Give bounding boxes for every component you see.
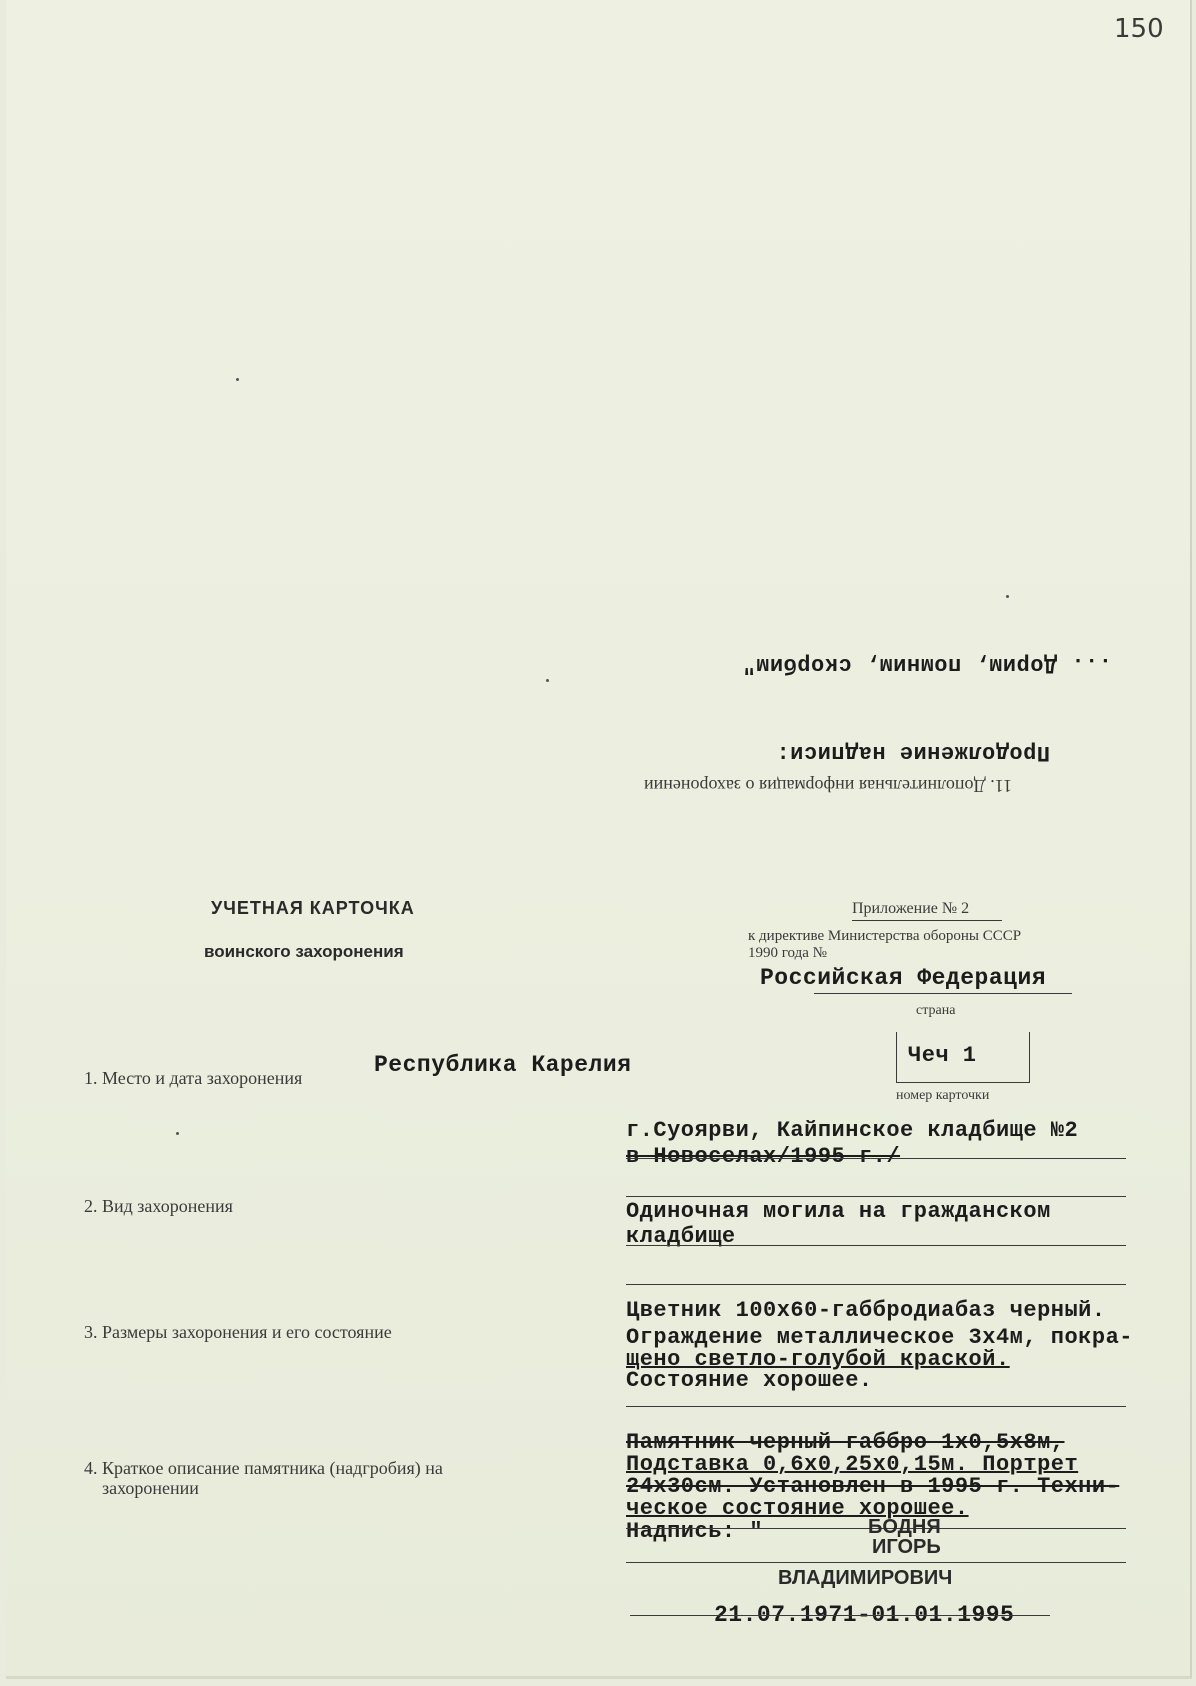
section-2-topline	[626, 1196, 1126, 1197]
speck	[176, 1132, 179, 1135]
section-4-value-line-4: ческое состояние хорошее.	[626, 1496, 969, 1521]
country-underline	[814, 993, 1072, 994]
speck	[546, 679, 549, 682]
section-1-village-date: в Новоселах/1995 г./	[626, 1144, 901, 1169]
section-3-value-line-2: Ограждение металлическое 3х4м, покра-	[626, 1325, 1133, 1350]
section-1-region: Республика Карелия	[374, 1052, 632, 1078]
section-4-label-line-1: 4. Краткое описание памятника (надгробия) на	[84, 1458, 443, 1478]
country-value: Российская Федерация	[760, 965, 1047, 991]
section-2-underline	[626, 1245, 1126, 1246]
speck	[1006, 595, 1009, 598]
card-subtitle: воинского захоронения	[204, 942, 404, 961]
upside-down-inscription-continued: Продолжение надписи:	[776, 740, 1051, 765]
card-number-value: Чеч 1	[908, 1043, 977, 1068]
section-4-value-line-2: Подставка 0,6х0,25х0,15м. Портрет	[626, 1452, 1079, 1477]
section-3-value-line-1: Цветник 100х60-габбродиабаз черный.	[626, 1298, 1106, 1323]
inscription-dates: 21.07.1971-01.01.1995	[714, 1602, 1015, 1628]
section-3-value-line-3: щено светло-голубой краской.	[626, 1347, 1010, 1372]
upside-down-inscription-end: ... Дорим, помним, скорбим"	[742, 652, 1112, 677]
page-number: 150	[1114, 14, 1164, 44]
appendix-label: Приложение № 2	[852, 900, 970, 917]
section-2-value-line-2: кладбище	[626, 1224, 736, 1249]
section-3-underline	[626, 1406, 1126, 1407]
section-1-label: 1. Место и дата захоронения	[84, 1068, 303, 1088]
directive-line-2: 1990 года №	[748, 945, 827, 961]
speck	[236, 378, 239, 381]
country-label: страна	[916, 1003, 956, 1018]
section-3-value-line-4: Состояние хорошее.	[626, 1368, 873, 1393]
section-4-value-line-1: Памятник черный габбро 1х0,5х8м,	[626, 1430, 1065, 1455]
section-2-value-line-1: Одиночная могила на гражданском	[626, 1199, 1051, 1224]
inscription-first-name: ИГОРЬ	[872, 1536, 941, 1558]
card-title: УЧЕТНАЯ КАРТОЧКА	[211, 898, 415, 918]
section-4-value-line-3: 24х30см. Установлен в 1995 г. Техни-	[626, 1474, 1120, 1499]
directive-line-1: к директиве Министерства обороны СССР	[748, 928, 1022, 944]
section-4-rule-2	[626, 1562, 1126, 1563]
section-1-underline	[626, 1158, 1126, 1159]
section-3-topline	[626, 1284, 1126, 1285]
document-page	[6, 0, 1192, 1679]
section-1-location: г.Суоярви, Кайпинское кладбище №2	[626, 1118, 1079, 1143]
inscription-label: Надпись: "	[626, 1519, 764, 1544]
section-4-label-line-2: захоронении	[102, 1478, 199, 1498]
appendix-underline	[852, 920, 1002, 921]
inscription-patronymic: ВЛАДИМИРОВИЧ	[778, 1567, 953, 1589]
section-2-label: 2. Вид захоронения	[84, 1196, 233, 1216]
card-number-label: номер карточки	[896, 1088, 990, 1103]
inscription-surname: БОДНЯ	[868, 1516, 941, 1538]
upside-down-section-11: 11. Дополнительная информация о захоронении	[644, 776, 1013, 796]
section-3-label: 3. Размеры захоронения и его состояние	[84, 1322, 392, 1342]
section-4-rule-3	[630, 1615, 1050, 1616]
